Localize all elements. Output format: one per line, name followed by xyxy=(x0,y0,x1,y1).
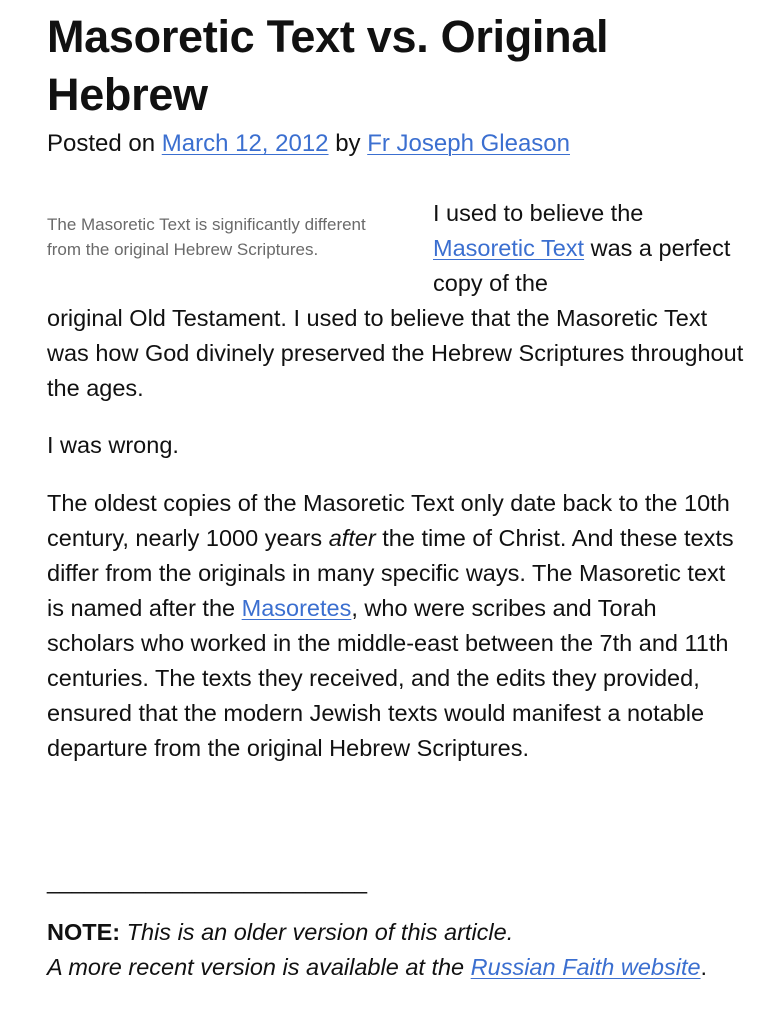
note-paragraph xyxy=(47,915,737,985)
intro-text-1: I used to believe the xyxy=(433,200,644,226)
post-date-link[interactable]: March 12, 2012 xyxy=(161,130,329,157)
separator-rule: __________________________ xyxy=(47,868,367,894)
intro-paragraph-top xyxy=(433,196,733,301)
note-end: . xyxy=(700,954,708,980)
main-text-3: , who were scribes and Torah scholars who worked in the middle-east between the 7th and 11th centuries. The texts they received, and the edits they provided, ensured that the modern Jewish texts would manifest a notable departure from the original Hebrew Scriptures. xyxy=(47,595,729,761)
by-label: by xyxy=(328,130,368,157)
note-label: NOTE: xyxy=(47,919,121,945)
image-caption: The Masoretic Text is significantly different from the original Hebrew Scriptures. xyxy=(47,215,366,259)
main-text-2: the time of Christ. And these texts differ from the originals in many specific ways. The Masoretic text is named after the xyxy=(47,525,734,621)
main-paragraph xyxy=(47,486,737,766)
article-title: Masoretic Text vs. Original Hebrew xyxy=(47,11,609,120)
wrong-paragraph: I was wrong. xyxy=(47,432,179,458)
intro-text-2: was a perfect copy of the xyxy=(433,235,731,296)
post-meta xyxy=(47,127,570,161)
main-text-1: The oldest copies of the Masoretic Text only date back to the 10th century, nearly 1000 years xyxy=(47,490,730,551)
russian-faith-link-text: Russian Faith website xyxy=(470,954,701,980)
main-emphasis: after xyxy=(328,525,376,551)
masoretes-link[interactable]: Masoretes xyxy=(241,595,352,621)
russian-faith-link[interactable] xyxy=(471,954,701,980)
intro-paragraph-continued: original Old Testament. I used to believe that the Masoretic Text was how God divinely preserved the Hebrew Scriptures throughout the ages. xyxy=(47,305,744,401)
masoretic-text-link[interactable]: Masoretic Text xyxy=(433,235,585,261)
author-link[interactable]: Fr Joseph Gleason xyxy=(367,130,570,157)
note-line-2: A more recent version is available at the xyxy=(47,954,471,980)
note-line-1: This is an older version of this article. xyxy=(120,919,514,945)
posted-on-label: Posted on xyxy=(47,130,162,157)
